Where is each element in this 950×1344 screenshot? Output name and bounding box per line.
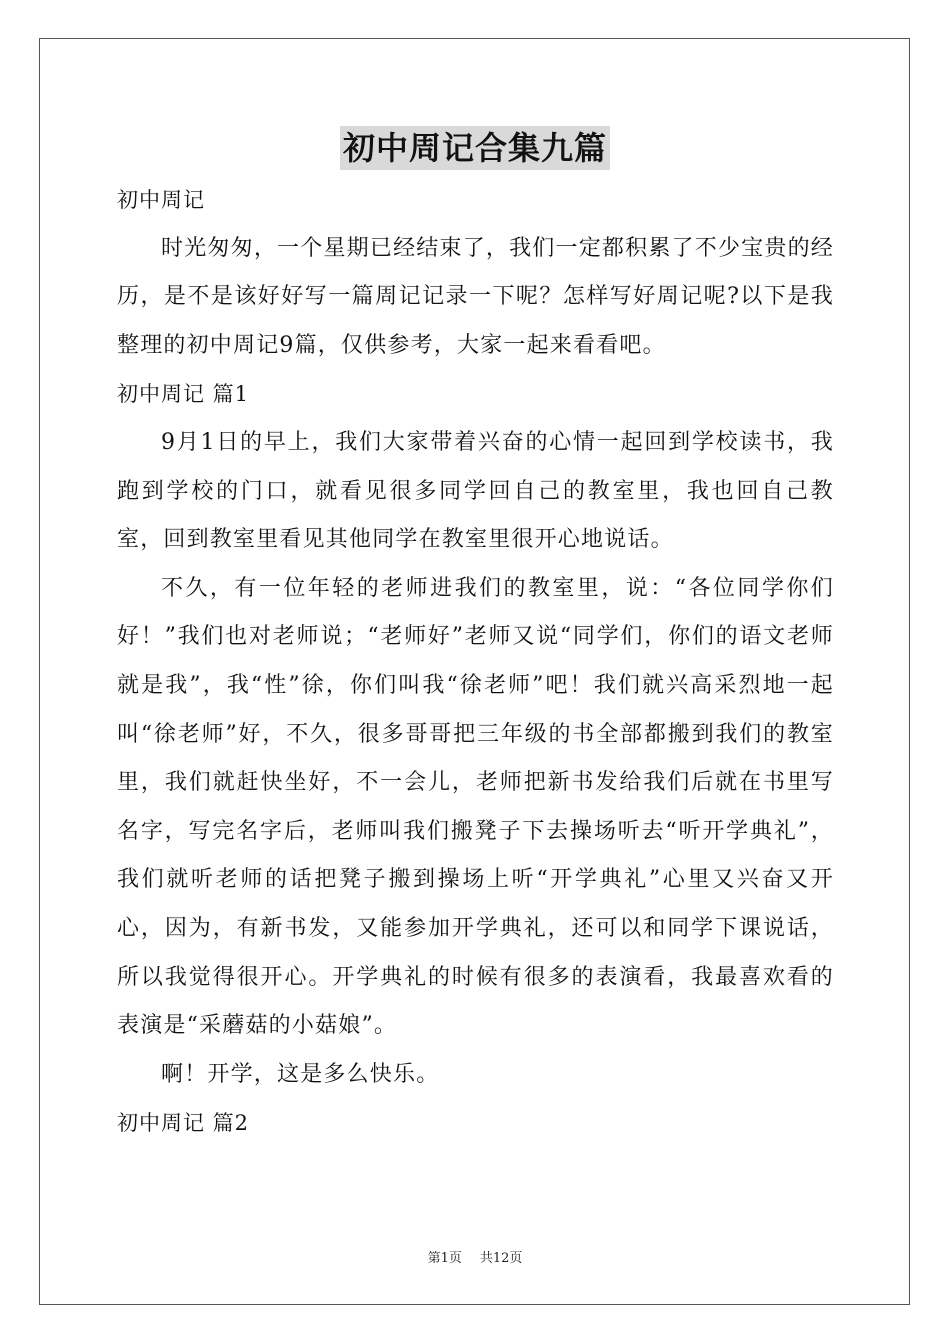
title-area: [0, 126, 950, 170]
document-body: [117, 176, 834, 1148]
page-footer: [0, 1247, 950, 1266]
paragraph-1: 9月1日的早上，我们大家带着兴奋的心情一起回到学校读书，我跑到学校的门口，就看见很多同学回自己的教室里，我也回自己教室，回到教室里看见其他同学在教室里很开心地说话。: [117, 429, 834, 553]
page-total: 共12页: [479, 1251, 523, 1266]
section-heading: 初中周记: [117, 188, 205, 212]
paragraph-2: 不久，有一位年轻的老师进我们的教室里，说：“各位同学你们好！”我们也对老师说；“老师好”老师又说“同学们，你们的语文老师就是我”，我“性”徐，你们叫我“徐老师”吧！我们就兴高采烈地一起叫“徐老师”好，不久，很多哥哥把三年级的书全部都搬到我们的教室里，我们就赶快坐好，不一会儿，老师把新书发给我们后就在书里写名字，写完名字后，老师叫我们搬凳子下去操场听去“听开学典礼”，我们就听老师的话把凳子搬到操场上听“开学典礼”心里又兴奋又开心，因为，有新书发，又能参加开学典礼，还可以和同学下课说话，所以我觉得很开心。开学典礼的时候有很多的表演看，我最喜欢看的表演是“采蘑菇的小菇娘”。: [117, 575, 834, 1039]
section-heading-1: 初中周记 篇1: [117, 382, 250, 407]
section-heading-2: 初中周记 篇2: [117, 1111, 250, 1136]
paragraph-3: 啊！开学，这是多么快乐。: [161, 1061, 440, 1087]
intro-paragraph: 时光匆匆，一个星期已经结束了，我们一定都积累了不少宝贵的经历，是不是该好好写一篇周记记录一下呢？怎样写好周记呢?以下是我整理的初中周记9篇，仅供参考，大家一起来看看吧。: [117, 235, 834, 358]
document-title: 初中周记合集九篇: [340, 126, 610, 170]
page-number: 第1页: [427, 1251, 462, 1266]
